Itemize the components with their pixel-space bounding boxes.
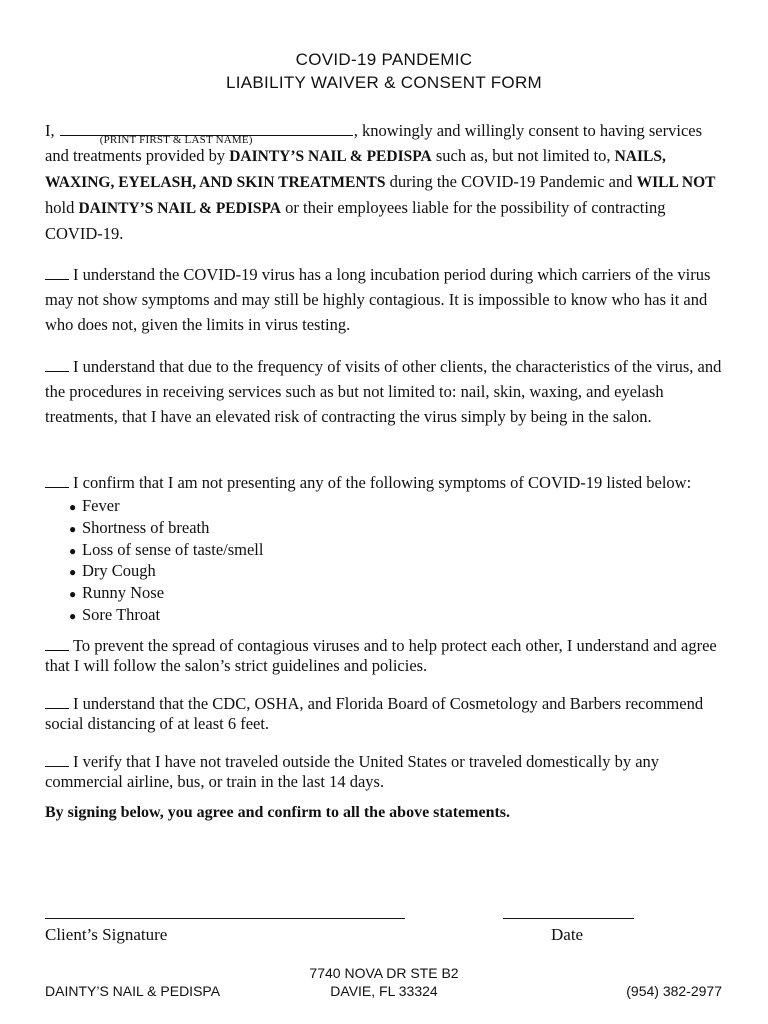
- intro-text-1: , knowingly and willingly consent to having services and treatments provided by: [45, 121, 703, 165]
- statement-incubation: [45, 262, 725, 337]
- statement-text: I understand that the CDC, OSHA, and Florida Board of Cosmetology and Barbers recommend social distancing of at least 6 feet.: [45, 694, 704, 733]
- list-item: [69, 518, 263, 540]
- date-line[interactable]: [503, 918, 634, 919]
- statement-text: I understand the COVID-19 virus has a long incubation period during which carriers of the virus may not show symptoms and may still be highly contagious. It is impossible to know who has it and who does not, given the limits in virus testing.: [45, 265, 711, 334]
- list-item: [69, 496, 263, 518]
- client-name-field[interactable]: [60, 121, 353, 146]
- bullet-icon: ●: [69, 587, 77, 602]
- statement-text: I confirm that I am not presenting any of the following symptoms of COVID-19 listed below:: [73, 473, 692, 492]
- bullet-icon: ●: [69, 500, 77, 514]
- client-name-label: (PRINT FIRST & LAST NAME): [99, 134, 253, 146]
- initial-blank[interactable]: [45, 637, 69, 651]
- bullet-icon: ●: [69, 565, 77, 580]
- services-list-inline: NAILS, WAXING, EYELASH, AND SKIN TREATMENTS: [45, 148, 666, 191]
- statement-travel: [45, 752, 725, 792]
- client-signature-label: Client’s Signature: [45, 925, 168, 944]
- initial-blank[interactable]: [45, 695, 69, 709]
- footer-address-line1: 7740 NOVA DR STE B2: [309, 965, 459, 981]
- bullet-icon: ●: [69, 543, 77, 558]
- statement-elevated-risk: [45, 354, 725, 429]
- business-name-inline: DAINTY’S NAIL & PEDISPA: [229, 148, 432, 165]
- list-item: [69, 540, 263, 562]
- will-not-inline: WILL NOT: [636, 174, 716, 191]
- symptom-loss-of-taste: Loss of sense of taste/smell: [82, 539, 264, 559]
- bullet-icon: ●: [69, 608, 77, 623]
- symptom-fever: Fever: [82, 496, 120, 515]
- symptom-dry-cough: Dry Cough: [82, 561, 156, 581]
- initial-blank[interactable]: [45, 753, 69, 767]
- date-label: Date: [551, 925, 584, 944]
- statement-guidelines: [45, 636, 725, 676]
- initial-blank[interactable]: [45, 266, 69, 280]
- footer-phone: (954) 382-2977: [626, 983, 722, 999]
- final-statement: By signing below, you agree and confirm to all the above statements.: [45, 804, 511, 821]
- symptoms-list: [69, 496, 263, 627]
- intro-text-3: during the COVID-19 Pandemic and: [385, 172, 637, 191]
- consent-paragraph: [45, 118, 725, 246]
- list-item: [69, 583, 263, 605]
- list-item: [69, 561, 263, 583]
- symptom-shortness-of-breath: Shortness of breath: [82, 517, 210, 537]
- intro-text-2: such as, but not limited to,: [431, 146, 615, 165]
- statement-text: I understand that due to the frequency of visits of other clients, the characteristics of the virus, and the procedures in receiving services such as but not limited to: nail, skin, waxing, and eyelash treatments, that I have an elevated risk of contracting the virus simply by being in the salon.: [45, 357, 722, 426]
- intro-prefix: I,: [45, 121, 55, 140]
- initial-blank[interactable]: [45, 358, 69, 372]
- client-signature-line[interactable]: [45, 918, 405, 919]
- footer-business-name: DAINTY’S NAIL & PEDISPA: [45, 983, 221, 999]
- initial-blank[interactable]: [45, 474, 69, 488]
- intro-text-4: hold: [45, 198, 79, 217]
- intro-text-5: or their employees liable for the possibility of contracting COVID-19.: [45, 198, 666, 243]
- list-item: [69, 605, 263, 627]
- footer-address-line2: DAVIE, FL 33324: [330, 983, 438, 999]
- symptom-runny-nose: Runny Nose: [82, 583, 165, 603]
- statement-text: To prevent the spread of contagious viruses and to help protect each other, I understand and agree that I will follow the salon’s strict guidelines and policies.: [45, 636, 717, 675]
- form-title-line1: COVID-19 PANDEMIC: [295, 50, 473, 69]
- business-name-inline-2: DAINTY’S NAIL & PEDISPA: [78, 200, 281, 217]
- bullet-icon: ●: [69, 521, 77, 536]
- symptom-sore-throat: Sore Throat: [82, 604, 161, 624]
- statement-symptoms: [45, 470, 725, 495]
- form-title-line2: LIABILITY WAIVER & CONSENT FORM: [226, 73, 542, 92]
- statement-text: I verify that I have not traveled outside the United States or traveled domestically by any commercial airline, bus, or train in the last 14 days.: [45, 752, 660, 791]
- statement-social-distancing: [45, 694, 725, 734]
